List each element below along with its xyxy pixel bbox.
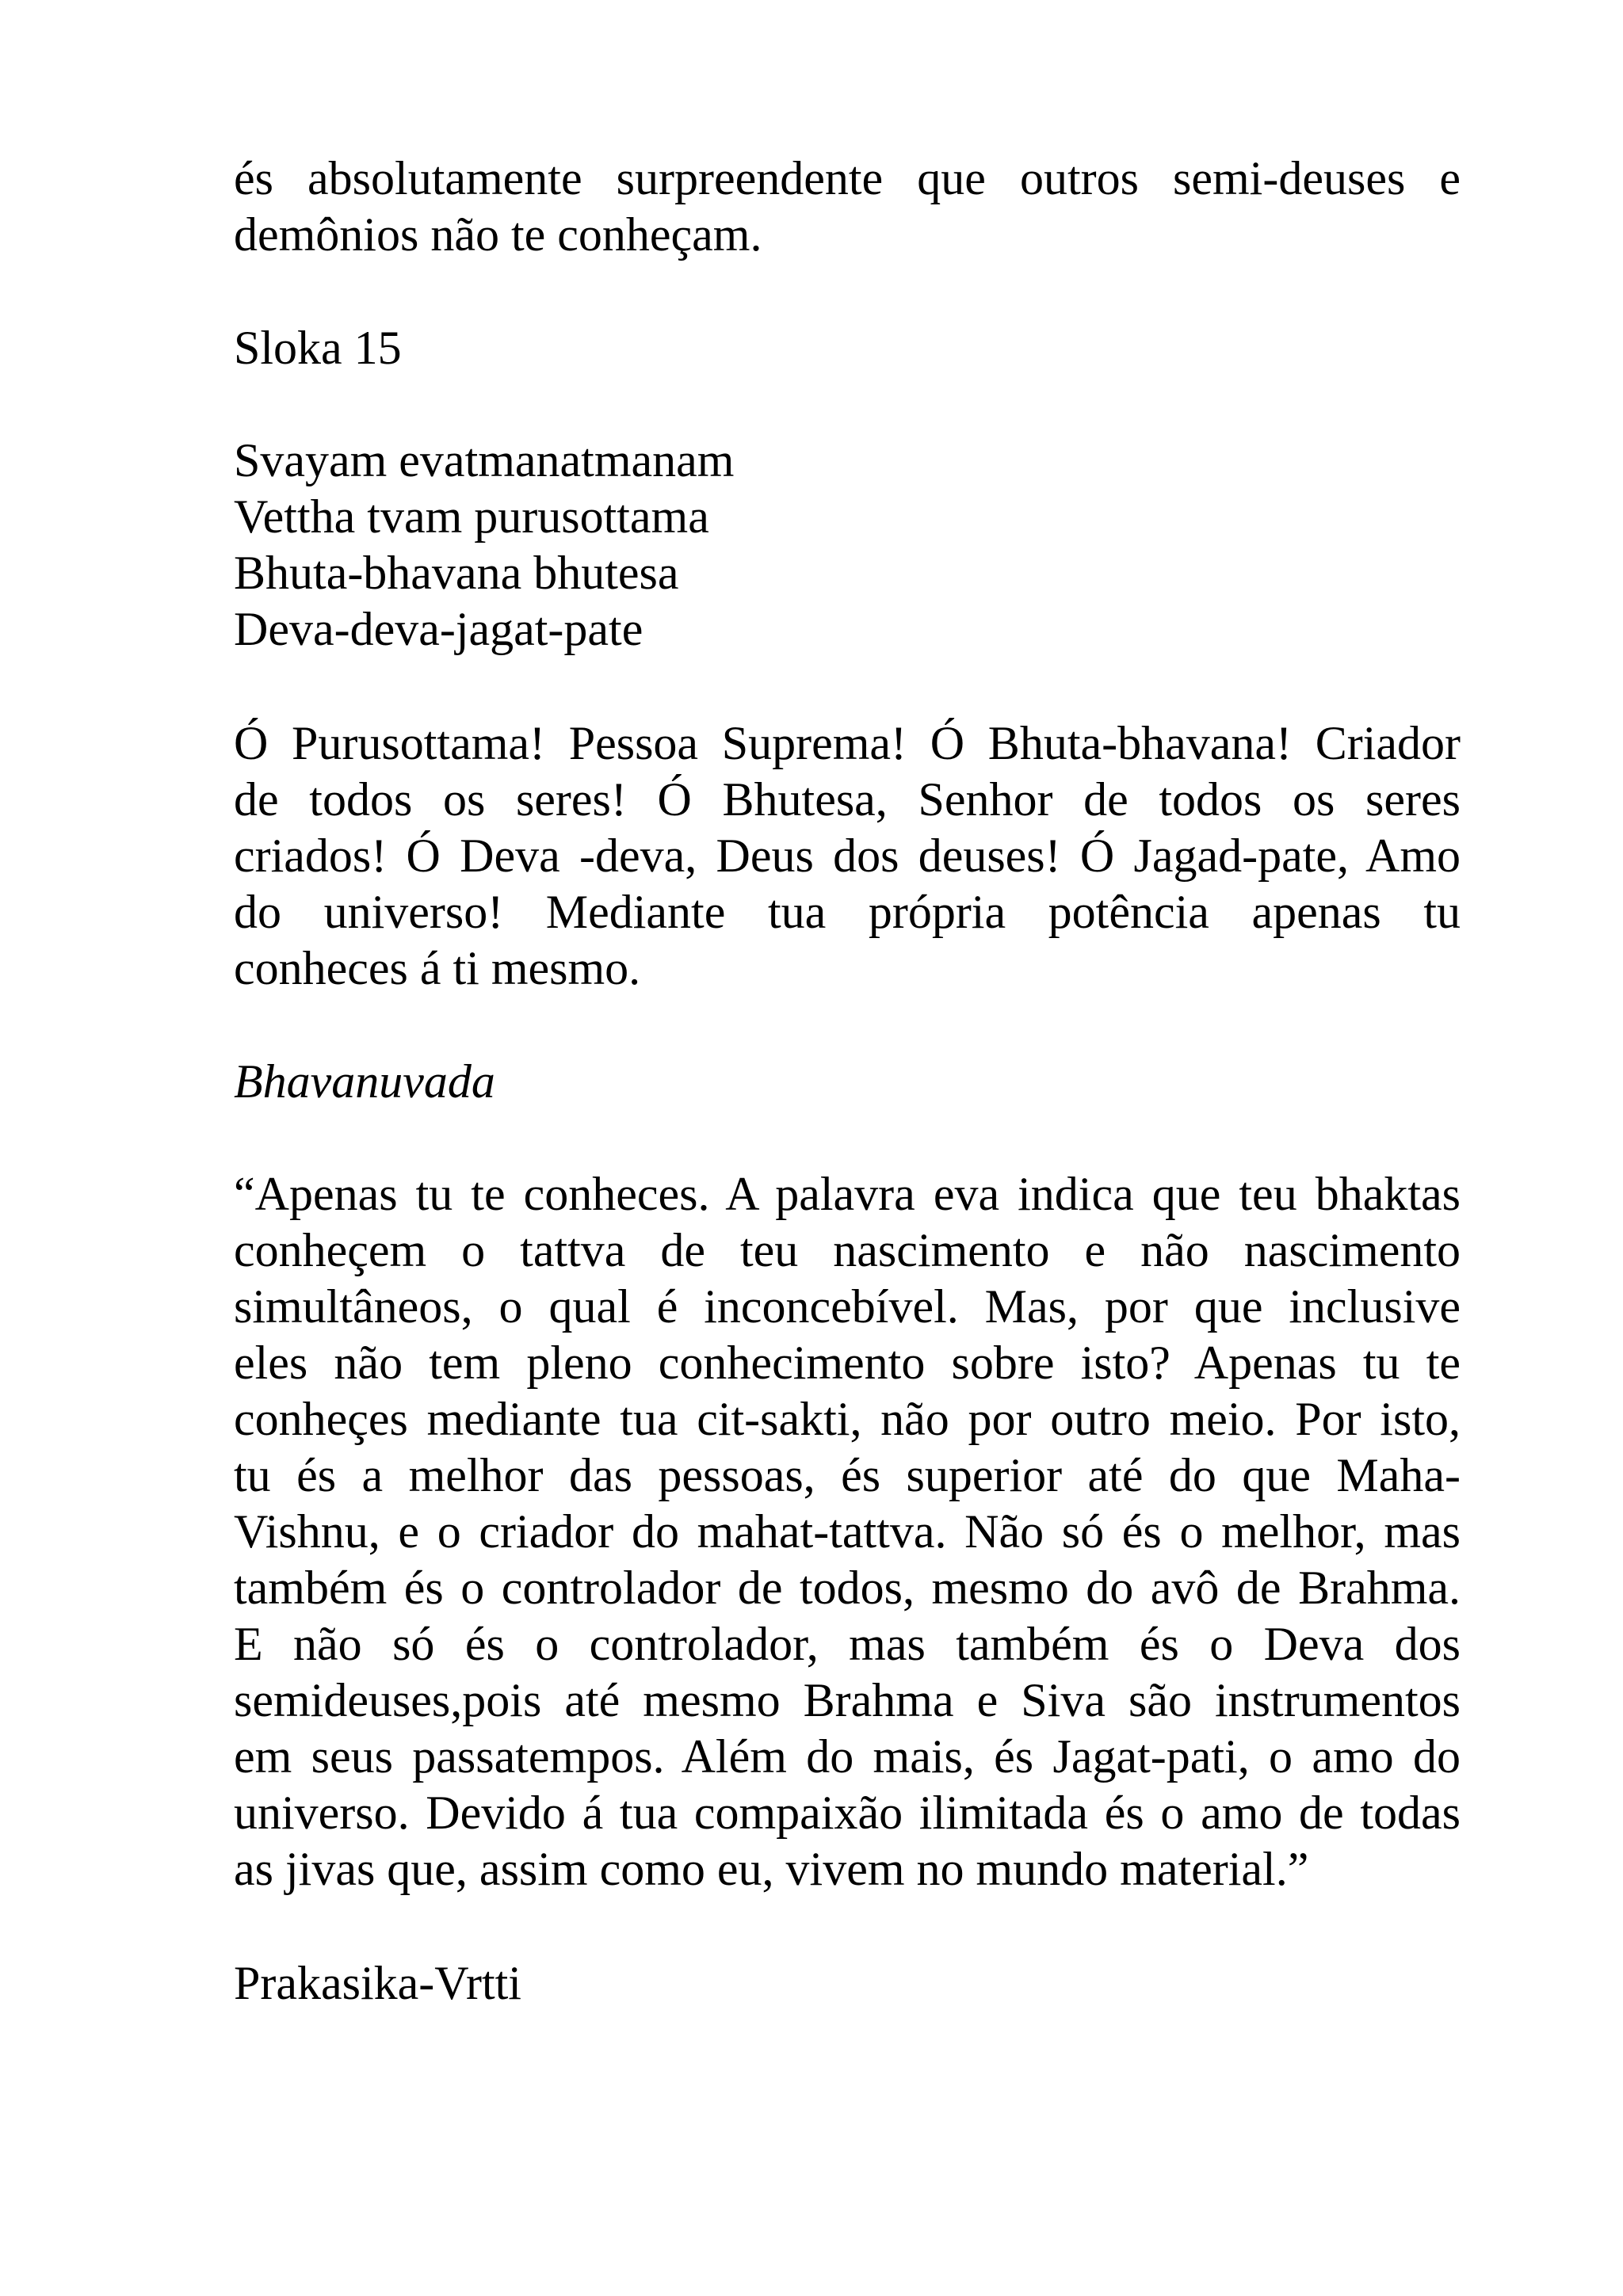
- bhavanuvada-heading: Bhavanuvada: [234, 1055, 495, 1108]
- translation-line: Ó Purusottama! Pessoa Suprema! Ó Bhuta-bhavana! Criador: [234, 717, 1461, 769]
- commentary-line: E não só és o controlador, mas também és o Deva dos: [234, 1618, 1461, 1670]
- translation-paragraph: [234, 715, 1461, 997]
- commentary-line: também és o controlador de todos, mesmo do avô de Brahma.: [234, 1562, 1461, 1614]
- prakasika-vrtti-heading: Prakasika-Vrtti: [234, 1957, 521, 2009]
- sanskrit-verse: [234, 433, 1461, 658]
- verse-line: Bhuta-bhavana bhutesa: [234, 547, 679, 599]
- commentary-line: semideuses,pois até mesmo Brahma e Siva são instrumentos: [234, 1674, 1461, 1726]
- commentary-line: Vishnu, e o criador do mahat-tattva. Não só és o melhor, mas: [234, 1505, 1461, 1558]
- translation-line: do universo! Mediante tua própria potência apenas tu: [234, 886, 1461, 938]
- verse-line: Vettha tvam purusottama: [234, 490, 709, 543]
- sloka-heading: Sloka 15: [234, 322, 402, 374]
- translation-line: criados! Ó Deva -deva, Deus dos deuses! Ó Jagad-pate, Amo: [234, 830, 1461, 882]
- commentary-line: conheçes mediante tua cit-sakti, não por outro meio. Por isto,: [234, 1393, 1461, 1445]
- commentary-line: as jivas que, assim como eu, vivem no mundo material.”: [234, 1843, 1309, 1895]
- translation-line: conheces á ti mesmo.: [234, 942, 641, 994]
- verse-line: Svayam evatmanatmanam: [234, 434, 735, 486]
- commentary-line: conheçem o tattva de teu nascimento e não nascimento: [234, 1224, 1461, 1276]
- opening-paragraph: [234, 151, 1461, 263]
- paragraph-line: és absolutamente surpreendente que outros semi-deuses e: [234, 152, 1461, 204]
- commentary-line: tu és a melhor das pessoas, és superior até do que Maha-: [234, 1449, 1461, 1501]
- commentary-line: “Apenas tu te conheces. A palavra eva indica que teu bhaktas: [234, 1168, 1461, 1220]
- commentary-line: em seus passatempos. Além do mais, és Jagat-pati, o amo do: [234, 1730, 1461, 1783]
- translation-line: de todos os seres! Ó Bhutesa, Senhor de todos os seres: [234, 773, 1461, 826]
- commentary-line: eles não tem pleno conhecimento sobre isto? Apenas tu te: [234, 1337, 1461, 1389]
- paragraph-line: demônios não te conheçam.: [234, 208, 762, 261]
- commentary-line: universo. Devido á tua compaixão ilimitada és o amo de todas: [234, 1787, 1461, 1839]
- commentary-paragraph: [234, 1166, 1461, 1897]
- commentary-line: simultâneos, o qual é inconcebível. Mas, por que inclusive: [234, 1280, 1461, 1333]
- verse-line: Deva-deva-jagat-pate: [234, 603, 643, 655]
